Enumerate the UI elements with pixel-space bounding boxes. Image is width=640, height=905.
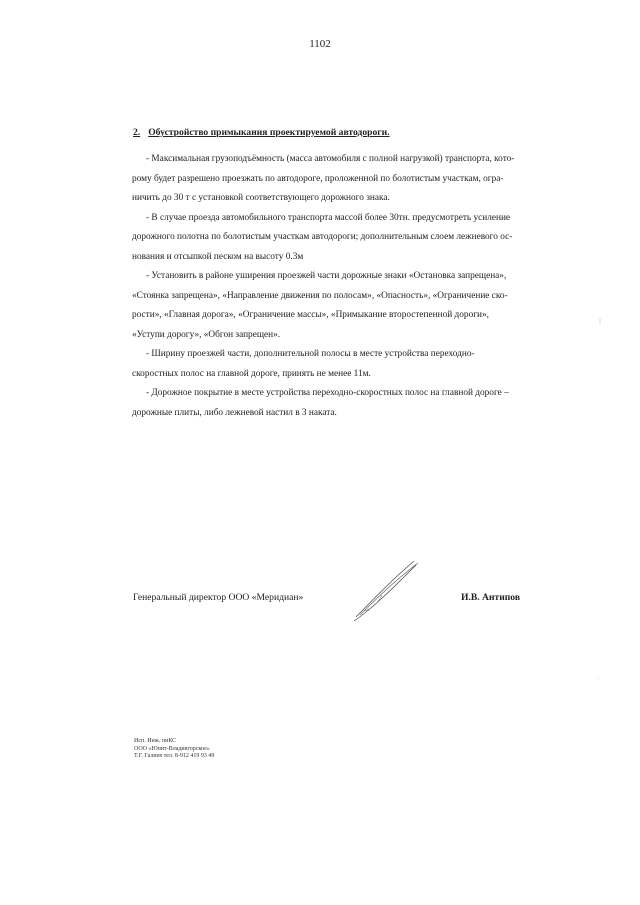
text-line: рости», «Главная дорога», «Ограничение массы», «Примыкание второстепенной дороги», bbox=[132, 310, 489, 320]
handwritten-signature-icon bbox=[352, 555, 422, 625]
text-line: дорожные плиты, либо лежневой настил в 3 наката. bbox=[132, 407, 337, 418]
section-number: 2. bbox=[133, 127, 141, 138]
footer-line: ООО «Юпит-Владивгорское» bbox=[134, 745, 210, 752]
signatory-title: Генеральный директор ООО «Меридиан» bbox=[133, 592, 304, 603]
footer-line: Т.Г. Галиев тел. 8-912 419 93 49 bbox=[134, 753, 215, 759]
text-line: ничить до 30 т с установкой соответствующего дорожного знака. bbox=[132, 193, 390, 203]
margin-mark: ⋮ bbox=[597, 319, 603, 325]
paragraph bbox=[132, 384, 537, 423]
text-line: дорожного полотна по болотистым участкам автодороги; дополнительным слоем лежневого ос- bbox=[132, 232, 513, 242]
text-line: «Стоянка запрещена», «Направление движения по полосам», «Опасность», «Ограничение ско- bbox=[132, 290, 508, 301]
section-heading bbox=[133, 127, 390, 138]
text-line: - Установить в районе уширения проезжей части дорожные знаки «Остановка запрещена», bbox=[146, 271, 507, 281]
text-line: - В случае проезда автомобильного транспорта массой более 30тн. предусмотреть усиление bbox=[146, 212, 511, 223]
section-title: Обустройство примыкания проектируемой автодороги. bbox=[148, 127, 390, 138]
text-line: - Ширину проезжей части, дополнительной полосы в месте устройства переходно- bbox=[146, 349, 475, 359]
document-body bbox=[132, 150, 537, 423]
paragraph bbox=[132, 150, 537, 209]
text-line: «Уступи дорогу», «Обгон запрещен». bbox=[132, 329, 281, 340]
paragraph bbox=[132, 209, 537, 268]
text-line: нования и отсыпкой песком на высоту 0.3м bbox=[132, 251, 304, 262]
page-number: 1102 bbox=[309, 38, 331, 50]
text-line: рому будет разрешено проезжать по автодороге, проложенной по болотистым участкам, огра- bbox=[132, 173, 504, 184]
signatory-name: И.В. Антипов bbox=[461, 592, 521, 603]
footer-line: Исп. Инж. пиКС bbox=[134, 738, 177, 744]
executor-footer bbox=[134, 738, 214, 761]
text-line: - Максимальная грузоподъёмность (масса автомобиля с полной нагрузкой) транспорта, кото- bbox=[146, 154, 515, 164]
paragraph bbox=[132, 267, 537, 345]
text-line: - Дорожное покрытие в месте устройства переходно-скоростных полос на главной дороге – bbox=[146, 388, 509, 398]
text-line: скоростных полос на главной дороге, принять не менее 11м. bbox=[132, 368, 371, 379]
margin-mark: · bbox=[597, 676, 599, 682]
paragraph bbox=[132, 345, 537, 384]
